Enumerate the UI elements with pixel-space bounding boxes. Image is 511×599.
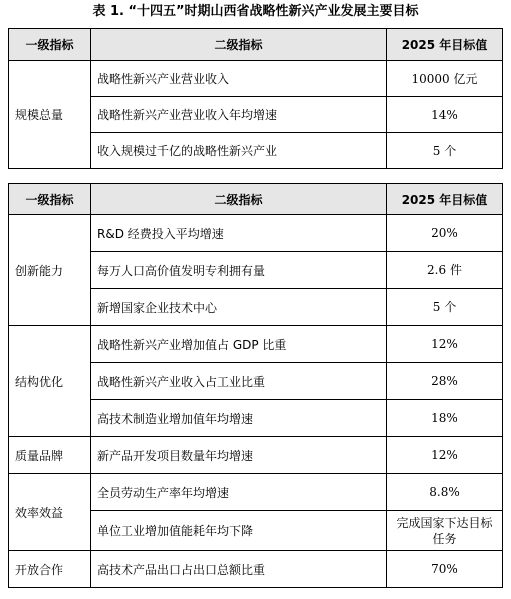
header-level2: 二级指标 bbox=[91, 184, 387, 215]
header-level1: 一级指标 bbox=[9, 29, 91, 61]
indicator-cell: 收入规模过千亿的战略性新兴产业 bbox=[91, 133, 387, 169]
header-level1: 一级指标 bbox=[9, 184, 91, 215]
target-cell: 8.8% bbox=[387, 474, 503, 511]
indicator-cell: 每万人口高价值发明专利拥有量 bbox=[91, 252, 387, 289]
target-cell: 70% bbox=[387, 551, 503, 588]
indicator-cell: 战略性新兴产业营业收入 bbox=[91, 61, 387, 97]
table-header-row bbox=[9, 184, 503, 215]
indicator-cell: 高技术制造业增加值年均增速 bbox=[91, 400, 387, 437]
header-target: 2025 年目标值 bbox=[387, 29, 503, 61]
indicator-cell: 战略性新兴产业增加值占 GDP 比重 bbox=[91, 326, 387, 363]
table-caption: 表 1. “十四五”时期山西省战略性新兴产业发展主要目标 bbox=[92, 4, 419, 19]
table-row bbox=[9, 474, 503, 511]
development-targets-table bbox=[8, 183, 503, 588]
target-cell: 5 个 bbox=[387, 289, 503, 326]
target-cell: 2.6 件 bbox=[387, 252, 503, 289]
target-cell: 5 个 bbox=[387, 133, 503, 169]
indicator-cell: 全员劳动生产率年均增速 bbox=[91, 474, 387, 511]
table-row bbox=[9, 215, 503, 252]
indicator-cell: 新产品开发项目数量年均增速 bbox=[91, 437, 387, 474]
table-row bbox=[9, 326, 503, 363]
indicator-cell: 战略性新兴产业收入占工业比重 bbox=[91, 363, 387, 400]
category-cell: 质量品牌 bbox=[9, 437, 91, 474]
indicator-cell: 单位工业增加值能耗年均下降 bbox=[91, 511, 387, 551]
target-cell: 12% bbox=[387, 437, 503, 474]
category-cell: 规模总量 bbox=[9, 61, 91, 169]
scale-targets-table bbox=[8, 28, 503, 169]
header-level2: 二级指标 bbox=[91, 29, 387, 61]
category-cell: 效率效益 bbox=[9, 474, 91, 551]
target-cell: 20% bbox=[387, 215, 503, 252]
target-cell: 18% bbox=[387, 400, 503, 437]
category-cell: 创新能力 bbox=[9, 215, 91, 326]
target-cell: 完成国家下达目标任务 bbox=[387, 511, 503, 551]
indicator-cell: 战略性新兴产业营业收入年均增速 bbox=[91, 97, 387, 133]
table-row bbox=[9, 437, 503, 474]
target-cell: 12% bbox=[387, 326, 503, 363]
table-header-row bbox=[9, 29, 503, 61]
target-cell: 28% bbox=[387, 363, 503, 400]
indicator-cell: R&D 经费投入平均增速 bbox=[91, 215, 387, 252]
target-cell: 10000 亿元 bbox=[387, 61, 503, 97]
table-row bbox=[9, 551, 503, 588]
category-cell: 结构优化 bbox=[9, 326, 91, 437]
target-cell: 14% bbox=[387, 97, 503, 133]
header-target: 2025 年目标值 bbox=[387, 184, 503, 215]
indicator-cell: 高技术产品出口占出口总额比重 bbox=[91, 551, 387, 588]
table-row bbox=[9, 61, 503, 97]
indicator-cell: 新增国家企业技术中心 bbox=[91, 289, 387, 326]
category-cell: 开放合作 bbox=[9, 551, 91, 588]
